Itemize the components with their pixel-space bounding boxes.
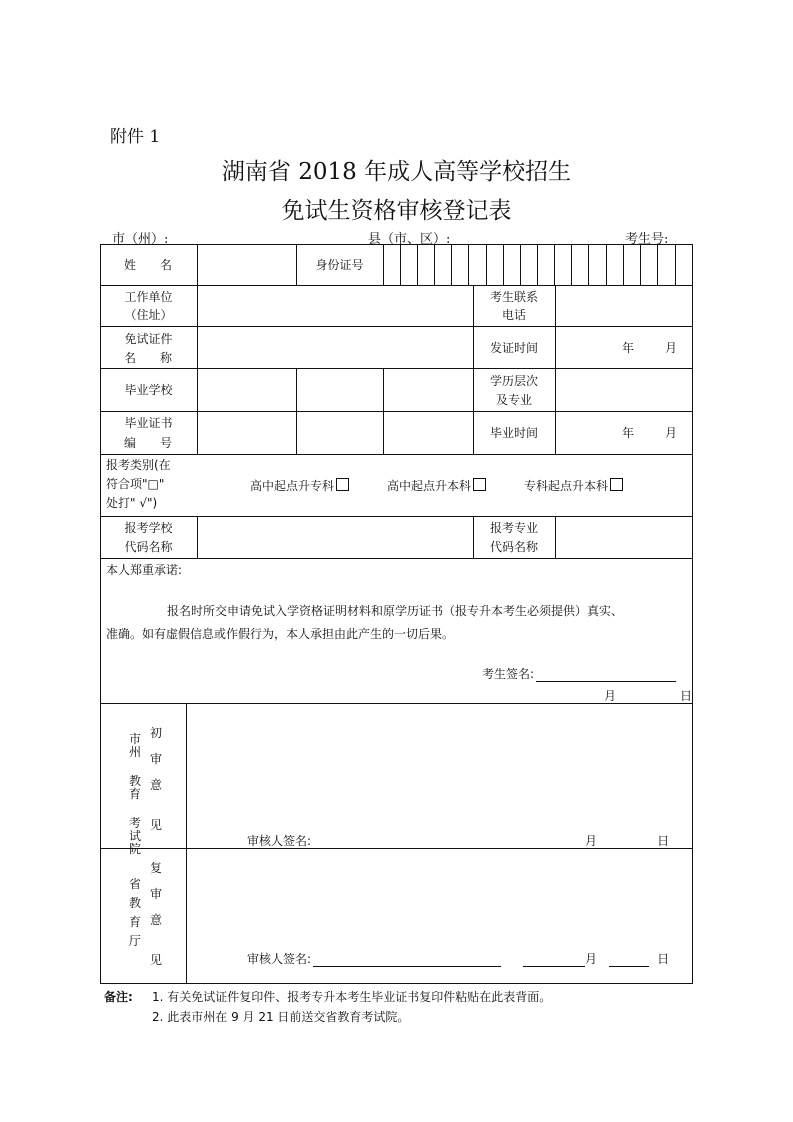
v-char: 意 xyxy=(149,778,162,792)
v-char: 院 xyxy=(128,842,141,856)
note-2: 2. 此表市州在 9 月 21 日前送交省教育考试院。 xyxy=(152,1010,410,1024)
month-label: 月 xyxy=(604,689,617,703)
issue-month-label: 月 xyxy=(665,341,678,355)
category-label-c: 处打" √") xyxy=(106,496,158,510)
major-code-label-a: 报考专业 xyxy=(489,521,538,535)
phone-label-b: 电话 xyxy=(501,308,526,322)
id-card-label: 身份证号 xyxy=(315,258,364,272)
month-blank[interactable] xyxy=(523,952,585,967)
grad-year-label: 年 xyxy=(622,426,635,440)
v-char: 教 xyxy=(128,774,141,788)
v-char: 育 xyxy=(128,915,141,929)
option-college-to-bachelor-label: 专科起点升本科 xyxy=(524,479,609,493)
option-hs-to-bachelor-label: 高中起点升本科 xyxy=(387,479,472,493)
option-hs-to-college[interactable] xyxy=(250,477,349,495)
county-label: 县（市、区）: xyxy=(368,232,451,247)
final-review-area[interactable] xyxy=(187,849,692,944)
final-review-col2 xyxy=(128,878,142,954)
v-char: 考 xyxy=(128,816,141,830)
month-label: 月 xyxy=(585,834,598,848)
day-blank[interactable] xyxy=(609,834,649,849)
major-code-field[interactable] xyxy=(556,517,692,558)
exam-number-label: 考生号: xyxy=(625,232,669,247)
note-1: 1. 有关免试证件复印件、报考专升本考生毕业证书复印件粘贴在此表背面。 xyxy=(152,990,552,1004)
cert-label-b1: 名 xyxy=(124,351,137,365)
v-char: 省 xyxy=(128,877,141,891)
name-label-b: 名 xyxy=(160,258,173,272)
phone-field[interactable] xyxy=(556,286,692,326)
school-code-field[interactable] xyxy=(197,517,473,558)
reviewer-label: 审核人签名: xyxy=(247,952,312,966)
day-label: 日 xyxy=(680,689,693,703)
form-title-line1: 湖南省 2018 年成人高等学校招生 xyxy=(221,159,572,185)
final-review-sign-row[interactable] xyxy=(247,950,669,967)
school-code-label-a: 报考学校 xyxy=(124,521,173,535)
grad-month-label: 月 xyxy=(665,426,678,440)
reviewer-signature-line[interactable] xyxy=(313,834,501,849)
v-char: 初 xyxy=(149,726,162,740)
day-label: 日 xyxy=(657,834,670,848)
notes-label: 备注: xyxy=(104,990,133,1004)
v-char: 教 xyxy=(128,896,141,910)
work-unit-label-b: （住址） xyxy=(124,308,173,322)
attachment-label: 附件 1 xyxy=(110,127,161,147)
gradcert-label-b1: 编 xyxy=(124,436,137,450)
reviewer-signature-line[interactable] xyxy=(313,952,501,967)
category-label-a: 报考类别(在 xyxy=(106,458,171,472)
pledge-date[interactable] xyxy=(554,687,692,704)
work-unit-field[interactable] xyxy=(197,286,473,326)
name-label-a: 姓 xyxy=(124,258,137,272)
pledge-body-line1: 报名时所交申请免试入学资格证明材料和原学历证书（报专升本考生必须提供）真实、 xyxy=(167,604,624,618)
option-hs-to-bachelor[interactable] xyxy=(387,477,486,495)
v-char: 审 xyxy=(149,887,162,901)
v-char: 厅 xyxy=(128,934,141,948)
reviewer-label: 审核人签名: xyxy=(247,834,312,848)
option-hs-to-college-label: 高中起点升专科 xyxy=(250,479,335,493)
option-college-to-bachelor[interactable] xyxy=(524,477,623,495)
gradcert-label-b2: 号 xyxy=(160,436,173,450)
final-review-col1 xyxy=(149,862,163,980)
checkbox-icon[interactable] xyxy=(336,478,349,491)
school-code-label-b: 代码名称 xyxy=(124,540,173,554)
day-blank[interactable] xyxy=(609,952,649,967)
month-blank[interactable] xyxy=(554,689,604,704)
candidate-signature[interactable] xyxy=(482,665,676,682)
v-char: 审 xyxy=(149,752,162,766)
v-char: 复 xyxy=(149,861,162,875)
day-label: 日 xyxy=(657,952,670,966)
level-label-a: 学历层次 xyxy=(489,374,538,388)
month-blank[interactable] xyxy=(523,834,585,849)
pledge-heading: 本人郑重承诺: xyxy=(106,563,183,577)
v-char: 意 xyxy=(149,913,162,927)
checkbox-icon[interactable] xyxy=(610,478,623,491)
issue-year-label: 年 xyxy=(622,341,635,355)
school-field[interactable] xyxy=(197,369,473,411)
cert-label-b2: 称 xyxy=(160,351,173,365)
cert-field[interactable] xyxy=(197,327,473,368)
initial-review-sign-row[interactable] xyxy=(247,832,669,849)
candidate-signature-label: 考生签名: xyxy=(482,667,535,681)
grad-time-label: 毕业时间 xyxy=(489,426,538,440)
initial-review-col2 xyxy=(128,733,142,856)
issue-time-label: 发证时间 xyxy=(489,341,538,355)
level-label-b: 及专业 xyxy=(495,393,532,407)
school-label: 毕业学校 xyxy=(124,383,173,397)
v-char: 州 xyxy=(128,745,141,759)
pledge-body-line2: 准确。如有虚假信息或作假行为，本人承担由此产生的一切后果。 xyxy=(106,627,455,641)
gradcert-label-a: 毕业证书 xyxy=(124,416,173,430)
city-label: 市（州）: xyxy=(112,232,169,247)
major-code-label-b: 代码名称 xyxy=(489,540,538,554)
initial-review-area[interactable] xyxy=(187,704,692,824)
form-title-line2: 免试生资格审核登记表 xyxy=(281,198,512,224)
v-char: 试 xyxy=(128,829,141,843)
category-label-b: 符合项"□" xyxy=(106,477,165,491)
phone-label-a: 考生联系 xyxy=(489,290,538,304)
month-label: 月 xyxy=(585,952,598,966)
v-char: 市 xyxy=(128,732,141,746)
signature-line[interactable] xyxy=(536,667,676,682)
v-char: 见 xyxy=(149,953,162,967)
day-blank[interactable] xyxy=(624,689,674,704)
checkbox-icon[interactable] xyxy=(473,478,486,491)
v-char: 见 xyxy=(149,818,162,832)
work-unit-label-a: 工作单位 xyxy=(124,290,173,304)
v-char: 育 xyxy=(128,787,141,801)
cert-label-a: 免试证件 xyxy=(124,332,173,346)
initial-review-col1 xyxy=(149,727,163,845)
